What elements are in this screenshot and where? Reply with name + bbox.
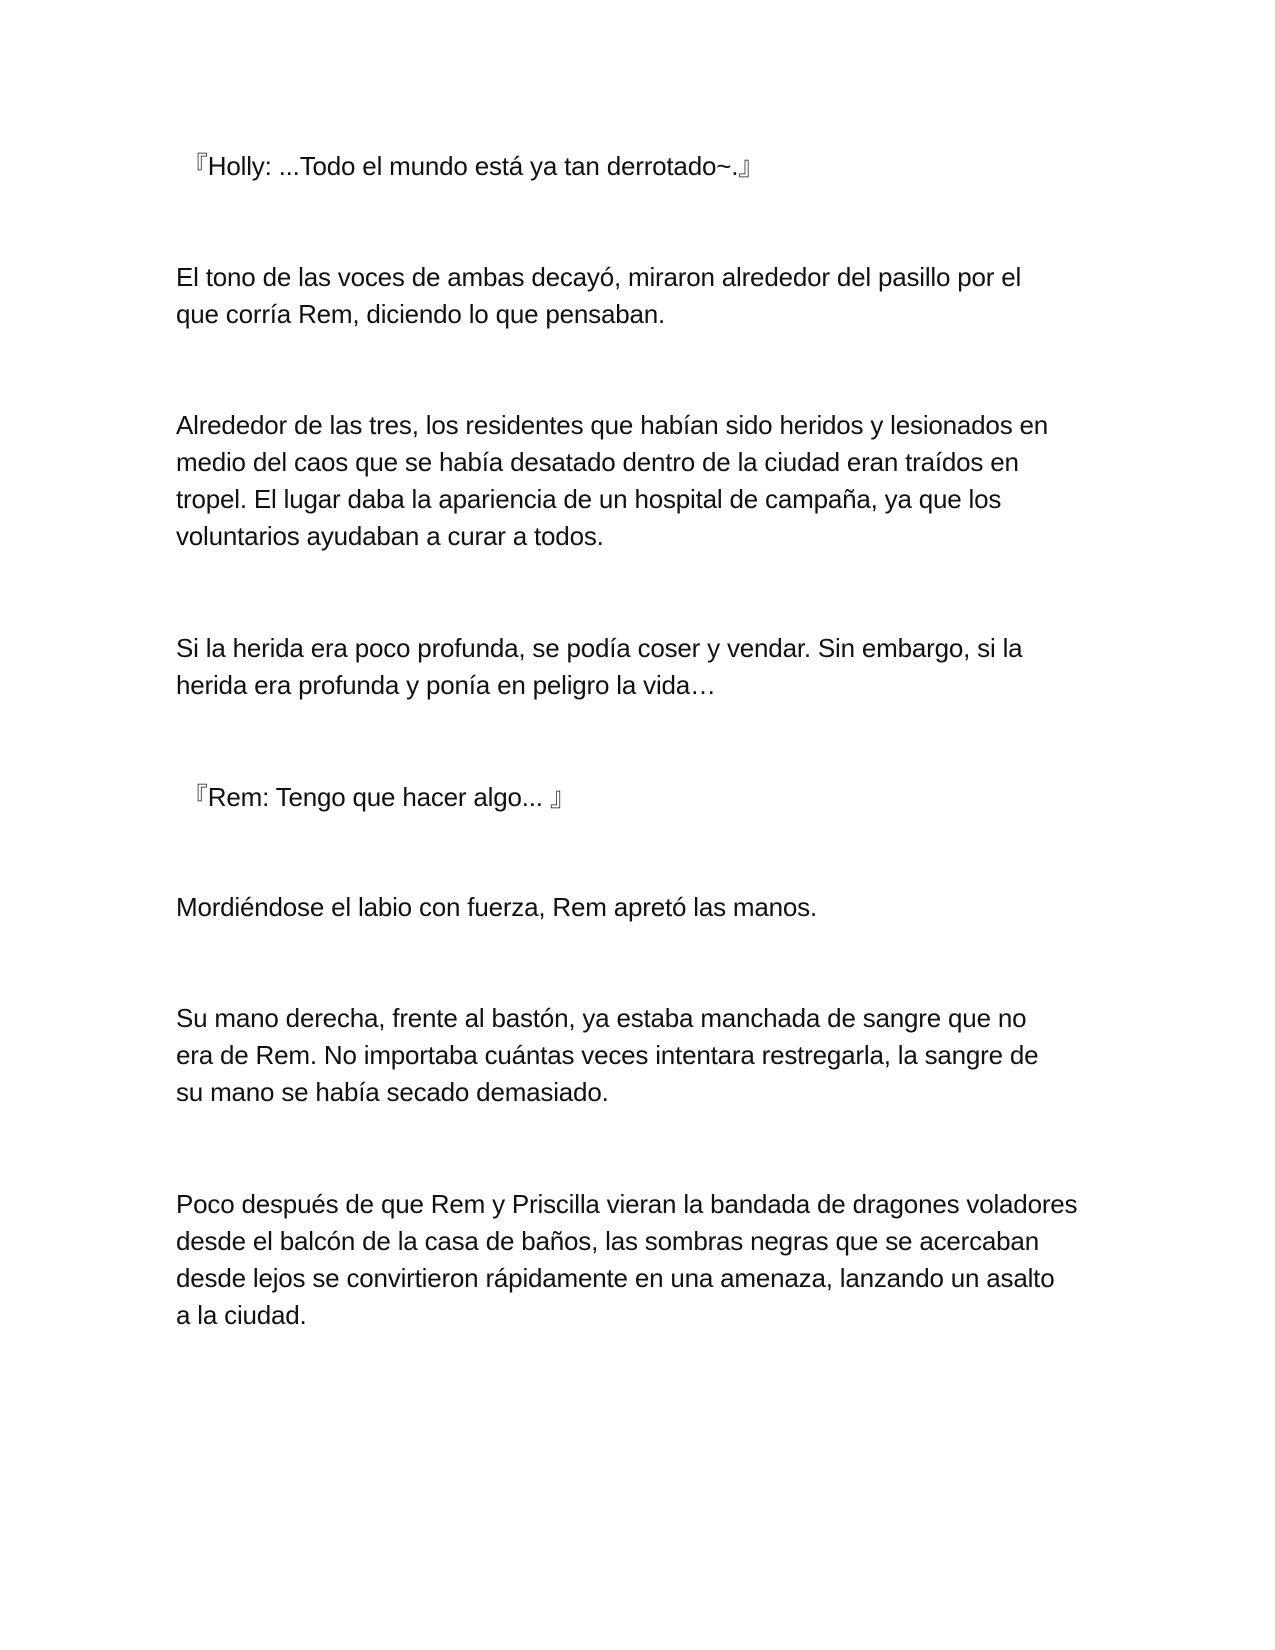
paragraph-biting-lip: Mordiéndose el labio con fuerza, Rem apretó las manos. bbox=[176, 892, 817, 922]
paragraph-residents: Alrededor de las tres, los residentes que habían sido heridos y lesionados en medio del caos que se había desatado dentro de la ciudad eran traídos en tropel. El lugar daba la apariencia de un hospital de campaña, ya que los voluntarios ayudaban a curar a todos. bbox=[176, 410, 1049, 551]
paragraph-voices: El tono de las voces de ambas decayó, miraron alrededor del pasillo por el que corría Rem, diciendo lo que pensaban. bbox=[176, 262, 1022, 329]
dialogue-holly: 『Holly: ...Todo el mundo está ya tan derrotado~.』 bbox=[182, 151, 765, 181]
paragraph-right-hand: Su mano derecha, frente al bastón, ya estaba manchada de sangre que no era de Rem. No importaba cuántas veces intentara restregarla, la sangre de su mano se había secado demasiado. bbox=[176, 1003, 1039, 1107]
paragraph-wound: Si la herida era poco profunda, se podía coser y vendar. Sin embargo, si la herida era profunda y ponía en peligro la vida… bbox=[176, 633, 1023, 700]
paragraph-dragons: Poco después de que Rem y Priscilla vieran la bandada de dragones voladores desde el balcón de la casa de baños, las sombras negras que se acercaban desde lejos se convirtieron rápidamente en una amenaza, lanzando un asalto a la ciudad. bbox=[176, 1189, 1078, 1330]
dialogue-rem: 『Rem: Tengo que hacer algo... 』 bbox=[182, 782, 576, 812]
